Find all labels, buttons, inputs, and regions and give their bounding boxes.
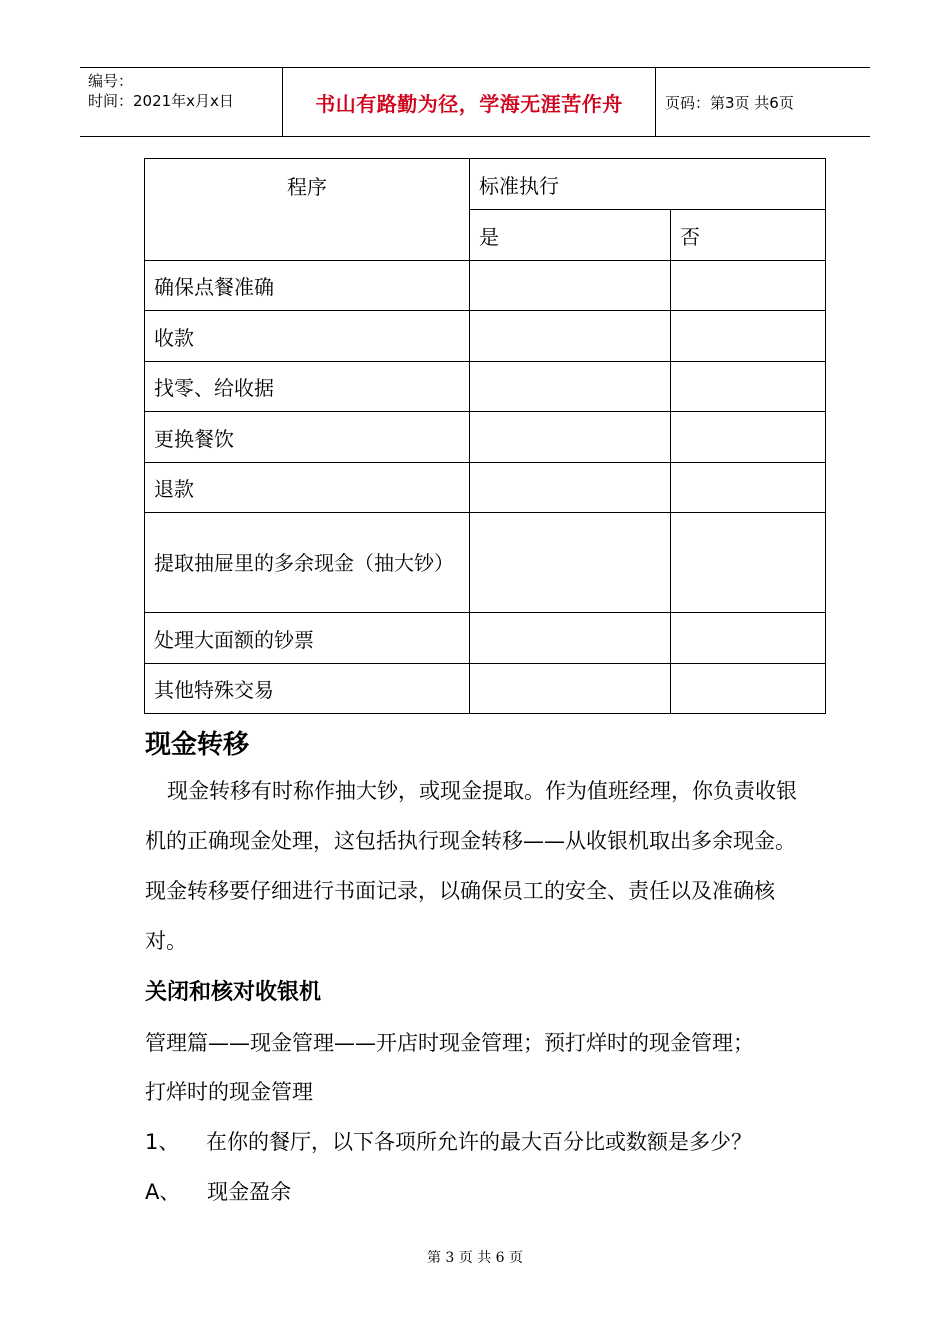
cell-yes xyxy=(470,311,671,362)
cell-yes xyxy=(470,463,671,513)
page-header xyxy=(80,67,870,137)
row-label: 处理大面额的钞票 xyxy=(145,613,470,664)
cell-yes xyxy=(470,412,671,463)
procedure-table xyxy=(144,158,826,714)
row-label: 更换餐饮 xyxy=(145,412,470,463)
document-number: 编号： xyxy=(88,72,134,90)
row-label: 确保点餐准确 xyxy=(145,261,470,311)
table-row xyxy=(145,513,826,613)
cell-no xyxy=(671,613,826,664)
column-header-no: 否 xyxy=(671,210,826,261)
section-title-close-register: 关闭和核对收银机 xyxy=(145,980,322,1005)
cash-transfer-paragraph: 现金转移有时称作抽大钞，或现金提取。作为值班经理，你负责收银机的正确现金处理，这包括执行现金转移——从收银机取出多余现金。现金转移要仔细进行书面记录，以确保员工的安全、责任以及准确核对。 xyxy=(145,779,797,953)
cell-no xyxy=(671,513,826,613)
row-label: 其他特殊交易 xyxy=(145,664,470,714)
table-row xyxy=(145,412,826,463)
cell-yes xyxy=(470,513,671,613)
cell-no xyxy=(671,362,826,412)
cell-yes xyxy=(470,261,671,311)
document-date: 时间：2021年x月x日 xyxy=(88,92,234,110)
body-line: 打烊时的现金管理 xyxy=(145,1080,313,1104)
cell-no xyxy=(671,261,826,311)
table-row xyxy=(145,311,826,362)
question-1: 1、 在你的餐厅，以下各项所允许的最大百分比或数额是多少？ xyxy=(145,1130,753,1154)
question-1-item-a: A、 现金盈余 xyxy=(145,1180,292,1204)
section-title-cash-transfer: 现金转移 xyxy=(145,730,250,760)
column-header-program: 程序 xyxy=(145,159,470,261)
column-header-standard: 标准执行 xyxy=(470,159,826,210)
table-row xyxy=(145,261,826,311)
column-header-yes: 是 xyxy=(470,210,671,261)
cell-no xyxy=(671,311,826,362)
header-page-info: 页码：第3页 共6页 xyxy=(665,93,794,112)
row-label: 提取抽屉里的多余现金（抽大钞） xyxy=(145,513,470,613)
cell-no xyxy=(671,463,826,513)
cell-yes xyxy=(470,613,671,664)
cell-no xyxy=(671,664,826,714)
table-row xyxy=(145,664,826,714)
cell-yes xyxy=(470,664,671,714)
row-label: 退款 xyxy=(145,463,470,513)
table-row xyxy=(145,613,826,664)
row-label: 收款 xyxy=(145,311,470,362)
row-label: 找零、给收据 xyxy=(145,362,470,412)
table-row xyxy=(145,362,826,412)
table-row xyxy=(145,463,826,513)
header-meta xyxy=(80,68,282,136)
cell-no xyxy=(671,412,826,463)
header-motto-cell xyxy=(282,68,656,136)
cell-yes xyxy=(470,362,671,412)
body-line: 管理篇——现金管理——开店时现金管理；预打烊时的现金管理； xyxy=(145,1031,754,1055)
page-footer: 第 3 页 共 6 页 xyxy=(426,1250,524,1266)
header-motto: 书山有路勤为径，学海无涯苦作舟 xyxy=(315,91,623,116)
